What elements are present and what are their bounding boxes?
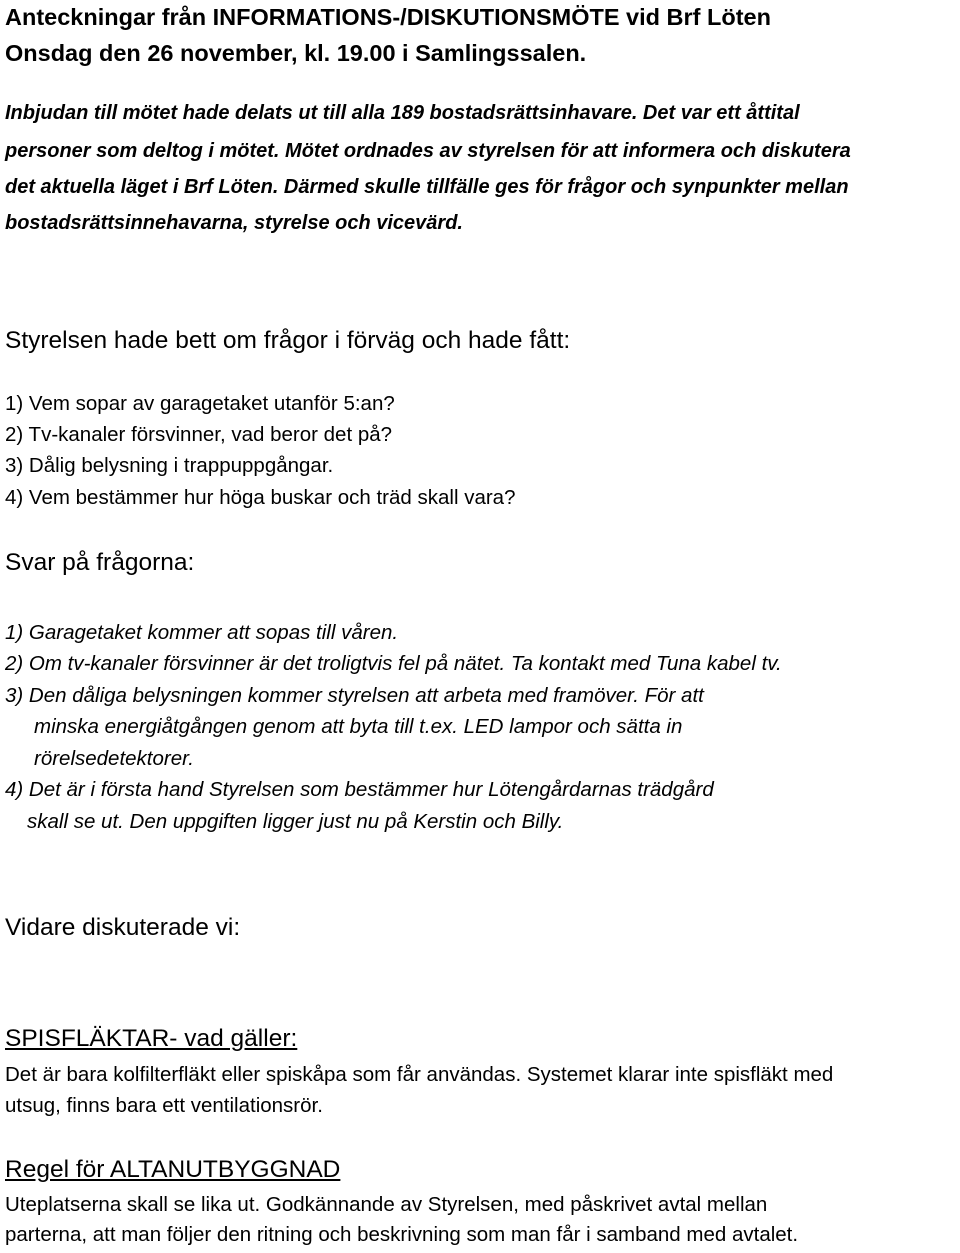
answer-line-3: 3) Den dåliga belysningen kommer styrelsen att arbeta med framöver. För att <box>5 684 704 707</box>
fan-text-line-1: Det är bara kolfilterfläkt eller spiskåpa som får användas. Systemet klarar inte spisfläkt med <box>5 1063 834 1086</box>
answer-line-4-cont: skall se ut. Den uppgiften ligger just nu på Kerstin och Billy. <box>27 810 564 833</box>
answers-heading: Svar på frågorna: <box>5 549 195 576</box>
fan-text-line-2: utsug, finns bara ett ventilationsrör. <box>5 1094 323 1117</box>
question-item-2: 2) Tv-kanaler försvinner, vad beror det på? <box>5 423 393 446</box>
balcony-text-line-1: Uteplatserna skall se lika ut. Godkännande av Styrelsen, med påskrivet avtal mellan <box>5 1193 768 1216</box>
questions-heading: Styrelsen hade bett om frågor i förväg och hade fått: <box>5 327 571 354</box>
balcony-section-heading: Regel för ALTANUTBYGGNAD <box>5 1156 341 1183</box>
question-item-4: 4) Vem bestämmer hur höga buskar och träd skall vara? <box>5 486 516 509</box>
answer-line-4: 4) Det är i första hand Styrelsen som bestämmer hur Lötengårdarnas trädgård <box>5 778 714 801</box>
document-title-line-1: Anteckningar från INFORMATIONS-/DISKUTIONSMÖTE vid Brf Löten <box>5 4 771 30</box>
answer-line-2: 2) Om tv-kanaler försvinner är det troligtvis fel på nätet. Ta kontakt med Tuna kabel tv. <box>5 652 782 675</box>
question-item-3: 3) Dålig belysning i trappuppgångar. <box>5 454 334 477</box>
intro-line-1: Inbjudan till mötet hade delats ut till alla 189 bostadsrättsinhavare. Det var ett åttital <box>5 102 800 124</box>
answer-line-3-cont-1: minska energiåtgången genom att byta till t.ex. LED lampor och sätta in <box>34 715 683 738</box>
discussion-heading: Vidare diskuterade vi: <box>5 914 241 941</box>
answer-line-1: 1) Garagetaket kommer att sopas till våren. <box>5 621 399 644</box>
balcony-text-line-2: parterna, att man följer den ritning och beskrivning som man får i samband med avtalet. <box>5 1223 799 1246</box>
intro-line-2: personer som deltog i mötet. Mötet ordnades av styrelsen för att informera och diskutera <box>5 140 851 162</box>
document-title-line-2: Onsdag den 26 november, kl. 19.00 i Samlingssalen. <box>5 40 587 66</box>
intro-line-4: bostadsrättsinnehavarna, styrelse och vicevärd. <box>5 212 463 234</box>
intro-line-3: det aktuella läget i Brf Löten. Därmed skulle tillfälle ges för frågor och synpunkter mellan <box>5 176 849 198</box>
question-item-1: 1) Vem sopar av garagetaket utanför 5:an? <box>5 392 395 415</box>
fan-section-heading: SPISFLÄKTAR- vad gäller: <box>5 1025 298 1052</box>
answer-line-3-cont-2: rörelsedetektorer. <box>34 747 194 770</box>
